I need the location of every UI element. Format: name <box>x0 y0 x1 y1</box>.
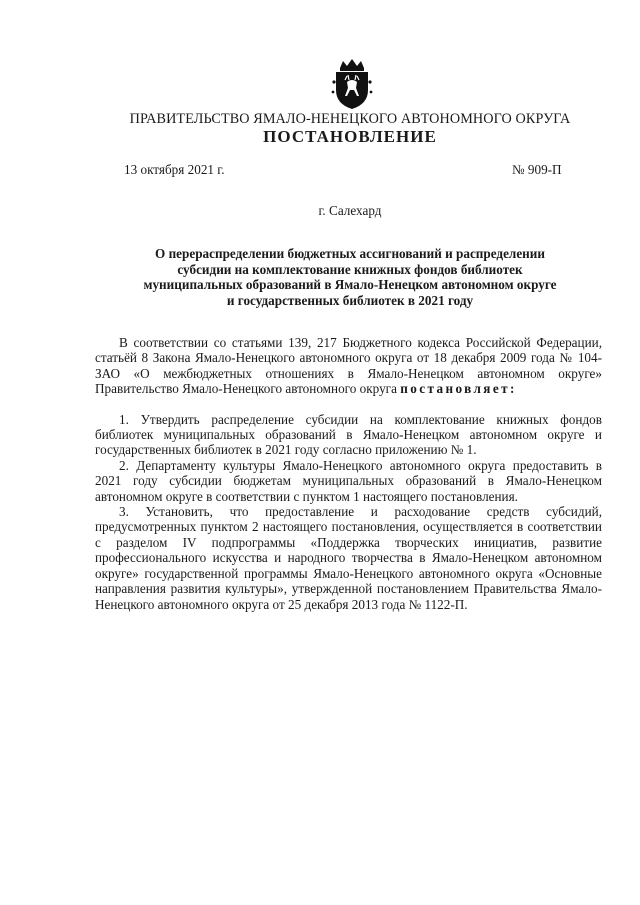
title-line: муниципальных образований в Ямало-Ненецком автономном округе <box>143 277 557 292</box>
preamble-text: В соответствии со статьями 139, 217 Бюджетного кодекса Российской Федерации, статьёй 8 Закона Ямало-Ненецкого автономного округа от 18 декабря 2009 года № 104-ЗАО «О межбюджетных отношениях в Ямало-Ненецком автономном округе» Правительство Ямало-Ненецкого автономного округа <box>95 335 602 397</box>
document-number: № 909-П <box>512 162 562 177</box>
document-body <box>95 335 602 612</box>
title-line: и государственных библиотек в 2021 году <box>226 292 474 308</box>
document-city: г. Салехард <box>318 203 382 218</box>
document-type-heading: ПОСТАНОВЛЕНИЕ <box>263 127 437 146</box>
government-name: ПРАВИТЕЛЬСТВО ЯМАЛО-НЕНЕЦКОГО АВТОНОМНОГО ОКРУГА <box>129 111 571 127</box>
clause-paragraph: 2. Департаменту культуры Ямало-Ненецкого автономного округа предоставить в 2021 году субсидии бюджетам муниципальных образований в Ямало-Ненецком автономном округе в соответствии с пунктом 1 настоящего постановления. <box>95 457 602 504</box>
document-title <box>110 246 590 308</box>
title-line: О перераспределении бюджетных ассигнований и распределении <box>155 246 545 261</box>
clause-paragraph: 1. Утвердить распределение субсидии на комплектование книжных фондов библиотек муниципальных образований в Ямало-Ненецком автономном округе и государственных библиотек в 2021 году согласно приложению № 1. <box>95 411 602 458</box>
decree-word: постановляет: <box>400 381 517 397</box>
title-line: субсидии на комплектование книжных фондов библиотек <box>177 261 523 277</box>
preamble-paragraph <box>95 335 602 397</box>
document-date: 13 октября 2021 г. <box>124 162 225 177</box>
clause-paragraph: 3. Установить, что предоставление и расходование средств субсидий, предусмотренных пунктом 2 настоящего постановления, осуществляется в соответствии с разделом IV подпрограммы «Поддержка творческих инициатив, развитие профессионального искусства и народного творчества в Ямало-Ненецком автономном округе» государственной программы Ямало-Ненецкого автономного округа «Основные направления развития культуры», утвержденной постановлением Правительства Ямало-Ненецкого автономного округа от 25 декабря 2013 года № 1122-П. <box>95 504 602 612</box>
coat-of-arms-emblem <box>326 58 378 110</box>
